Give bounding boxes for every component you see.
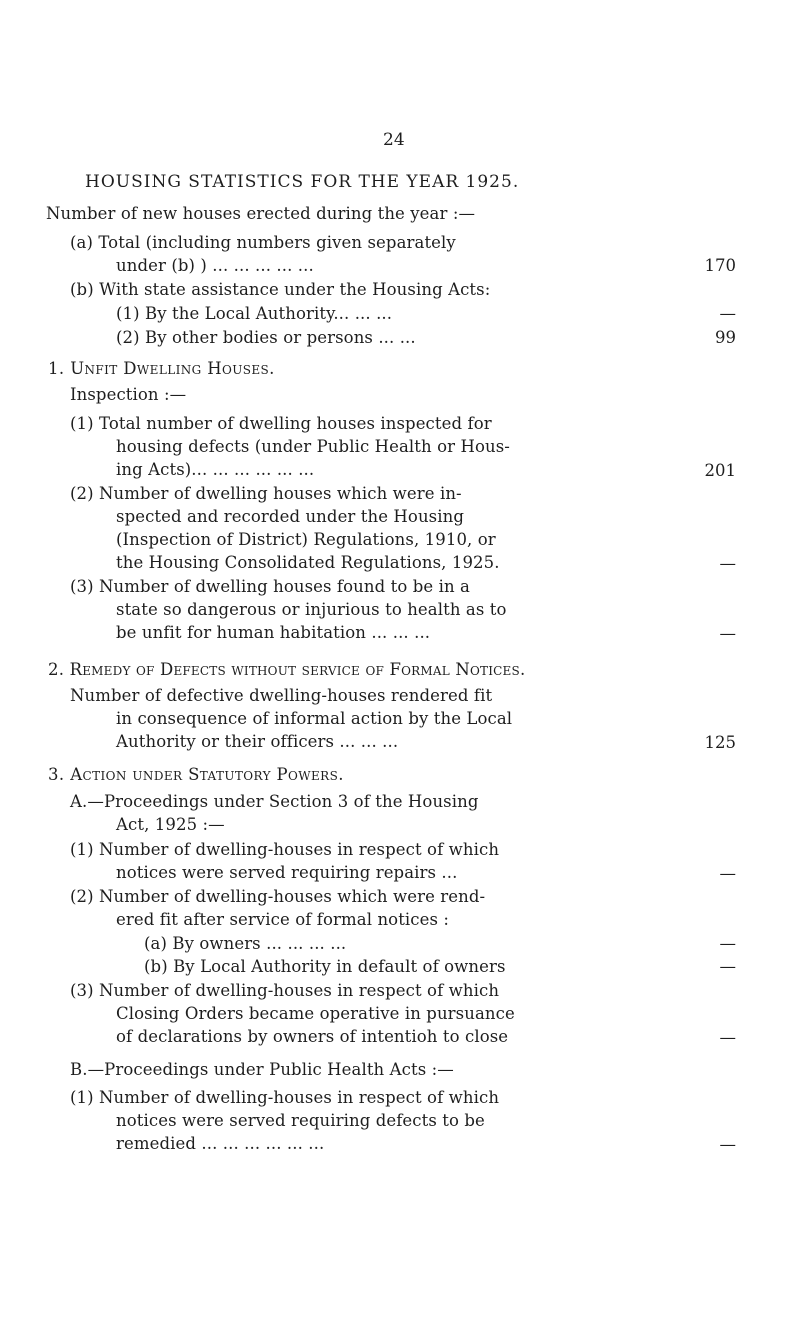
- a1-value: —: [719, 864, 736, 883]
- inspection-3-line: state so dangerous or injurious to health as to: [116, 600, 507, 619]
- item-a-line: under (b) ) ... ... ... ... ...: [116, 256, 314, 275]
- section-2-body: Authority or their officers ... ... ...: [116, 732, 399, 751]
- inspection-1-line: (1) Total number of dwelling houses inspected for: [70, 414, 492, 433]
- section-3-heading: 3. Action under Statutory Powers.: [48, 765, 344, 784]
- inspection-1-line: housing defects (under Public Health or Hous-: [116, 437, 510, 456]
- b1-line: remedied ... ... ... ... ... ...: [116, 1134, 325, 1153]
- page-title: HOUSING STATISTICS FOR THE YEAR 1925.: [85, 172, 520, 192]
- a1-line: notices were served requiring repairs ...: [116, 863, 458, 882]
- section-3b-heading: B.—Proceedings under Public Health Acts :—: [70, 1060, 454, 1079]
- inspection-2-line: the Housing Consolidated Regulations, 1925.: [116, 553, 500, 572]
- inspection-2-value: —: [719, 554, 736, 573]
- item-b1-line: (1) By the Local Authority... ... ...: [116, 304, 393, 323]
- a3-line: (3) Number of dwelling-houses in respect of which: [70, 981, 500, 1000]
- b1-line: (1) Number of dwelling-houses in respect of which: [70, 1088, 500, 1107]
- a2b-value: —: [719, 957, 736, 976]
- item-b-line: (b) With state assistance under the Housing Acts:: [70, 280, 491, 299]
- inspection-1-line: ing Acts)... ... ... ... ... ...: [116, 460, 315, 479]
- a2b-line: (b) By Local Authority in default of owners: [144, 957, 506, 976]
- item-a-line: (a) Total (including numbers given separately: [70, 233, 456, 252]
- section-3a-heading: Act, 1925 :—: [116, 815, 225, 834]
- inspection-2-line: spected and recorded under the Housing: [116, 507, 465, 526]
- section-2-value: 125: [704, 733, 736, 752]
- a3-value: —: [719, 1028, 736, 1047]
- section-3a-heading: A.—Proceedings under Section 3 of the Housing: [70, 792, 479, 811]
- a3-line: Closing Orders became operative in pursuance: [116, 1004, 515, 1023]
- section-1-subheading: Inspection :—: [70, 385, 187, 404]
- item-b2-value: 99: [715, 328, 736, 347]
- inspection-1-value: 201: [704, 461, 736, 480]
- section-1-heading: 1. Unfit Dwelling Houses.: [48, 359, 275, 378]
- a2-line: ered fit after service of formal notices :: [116, 910, 450, 929]
- inspection-2-line: (Inspection of District) Regulations, 1910, or: [116, 530, 496, 549]
- item-b1-value: —: [719, 304, 736, 323]
- inspection-3-value: —: [719, 624, 736, 643]
- page-number: 24: [383, 130, 405, 150]
- item-a-value: 170: [704, 256, 736, 275]
- intro-line: Number of new houses erected during the year :—: [46, 204, 476, 223]
- b1-value: —: [719, 1135, 736, 1154]
- section-2-heading: 2. Remedy of Defects without service of Formal Notices.: [48, 660, 526, 679]
- a2a-value: —: [719, 934, 736, 953]
- a2a-line: (a) By owners ... ... ... ...: [144, 934, 347, 953]
- inspection-2-line: (2) Number of dwelling houses which were in-: [70, 484, 462, 503]
- section-2-body: Number of defective dwelling-houses rendered fit: [70, 686, 493, 705]
- inspection-3-line: (3) Number of dwelling houses found to be in a: [70, 577, 470, 596]
- a1-line: (1) Number of dwelling-houses in respect of which: [70, 840, 500, 859]
- section-2-body: in consequence of informal action by the Local: [116, 709, 513, 728]
- a3-line: of declarations by owners of intentioh to close: [116, 1027, 509, 1046]
- b1-line: notices were served requiring defects to be: [116, 1111, 485, 1130]
- inspection-3-line: be unfit for human habitation ... ... ...: [116, 623, 431, 642]
- item-b2-line: (2) By other bodies or persons ... ...: [116, 328, 416, 347]
- a2-line: (2) Number of dwelling-houses which were rend-: [70, 887, 486, 906]
